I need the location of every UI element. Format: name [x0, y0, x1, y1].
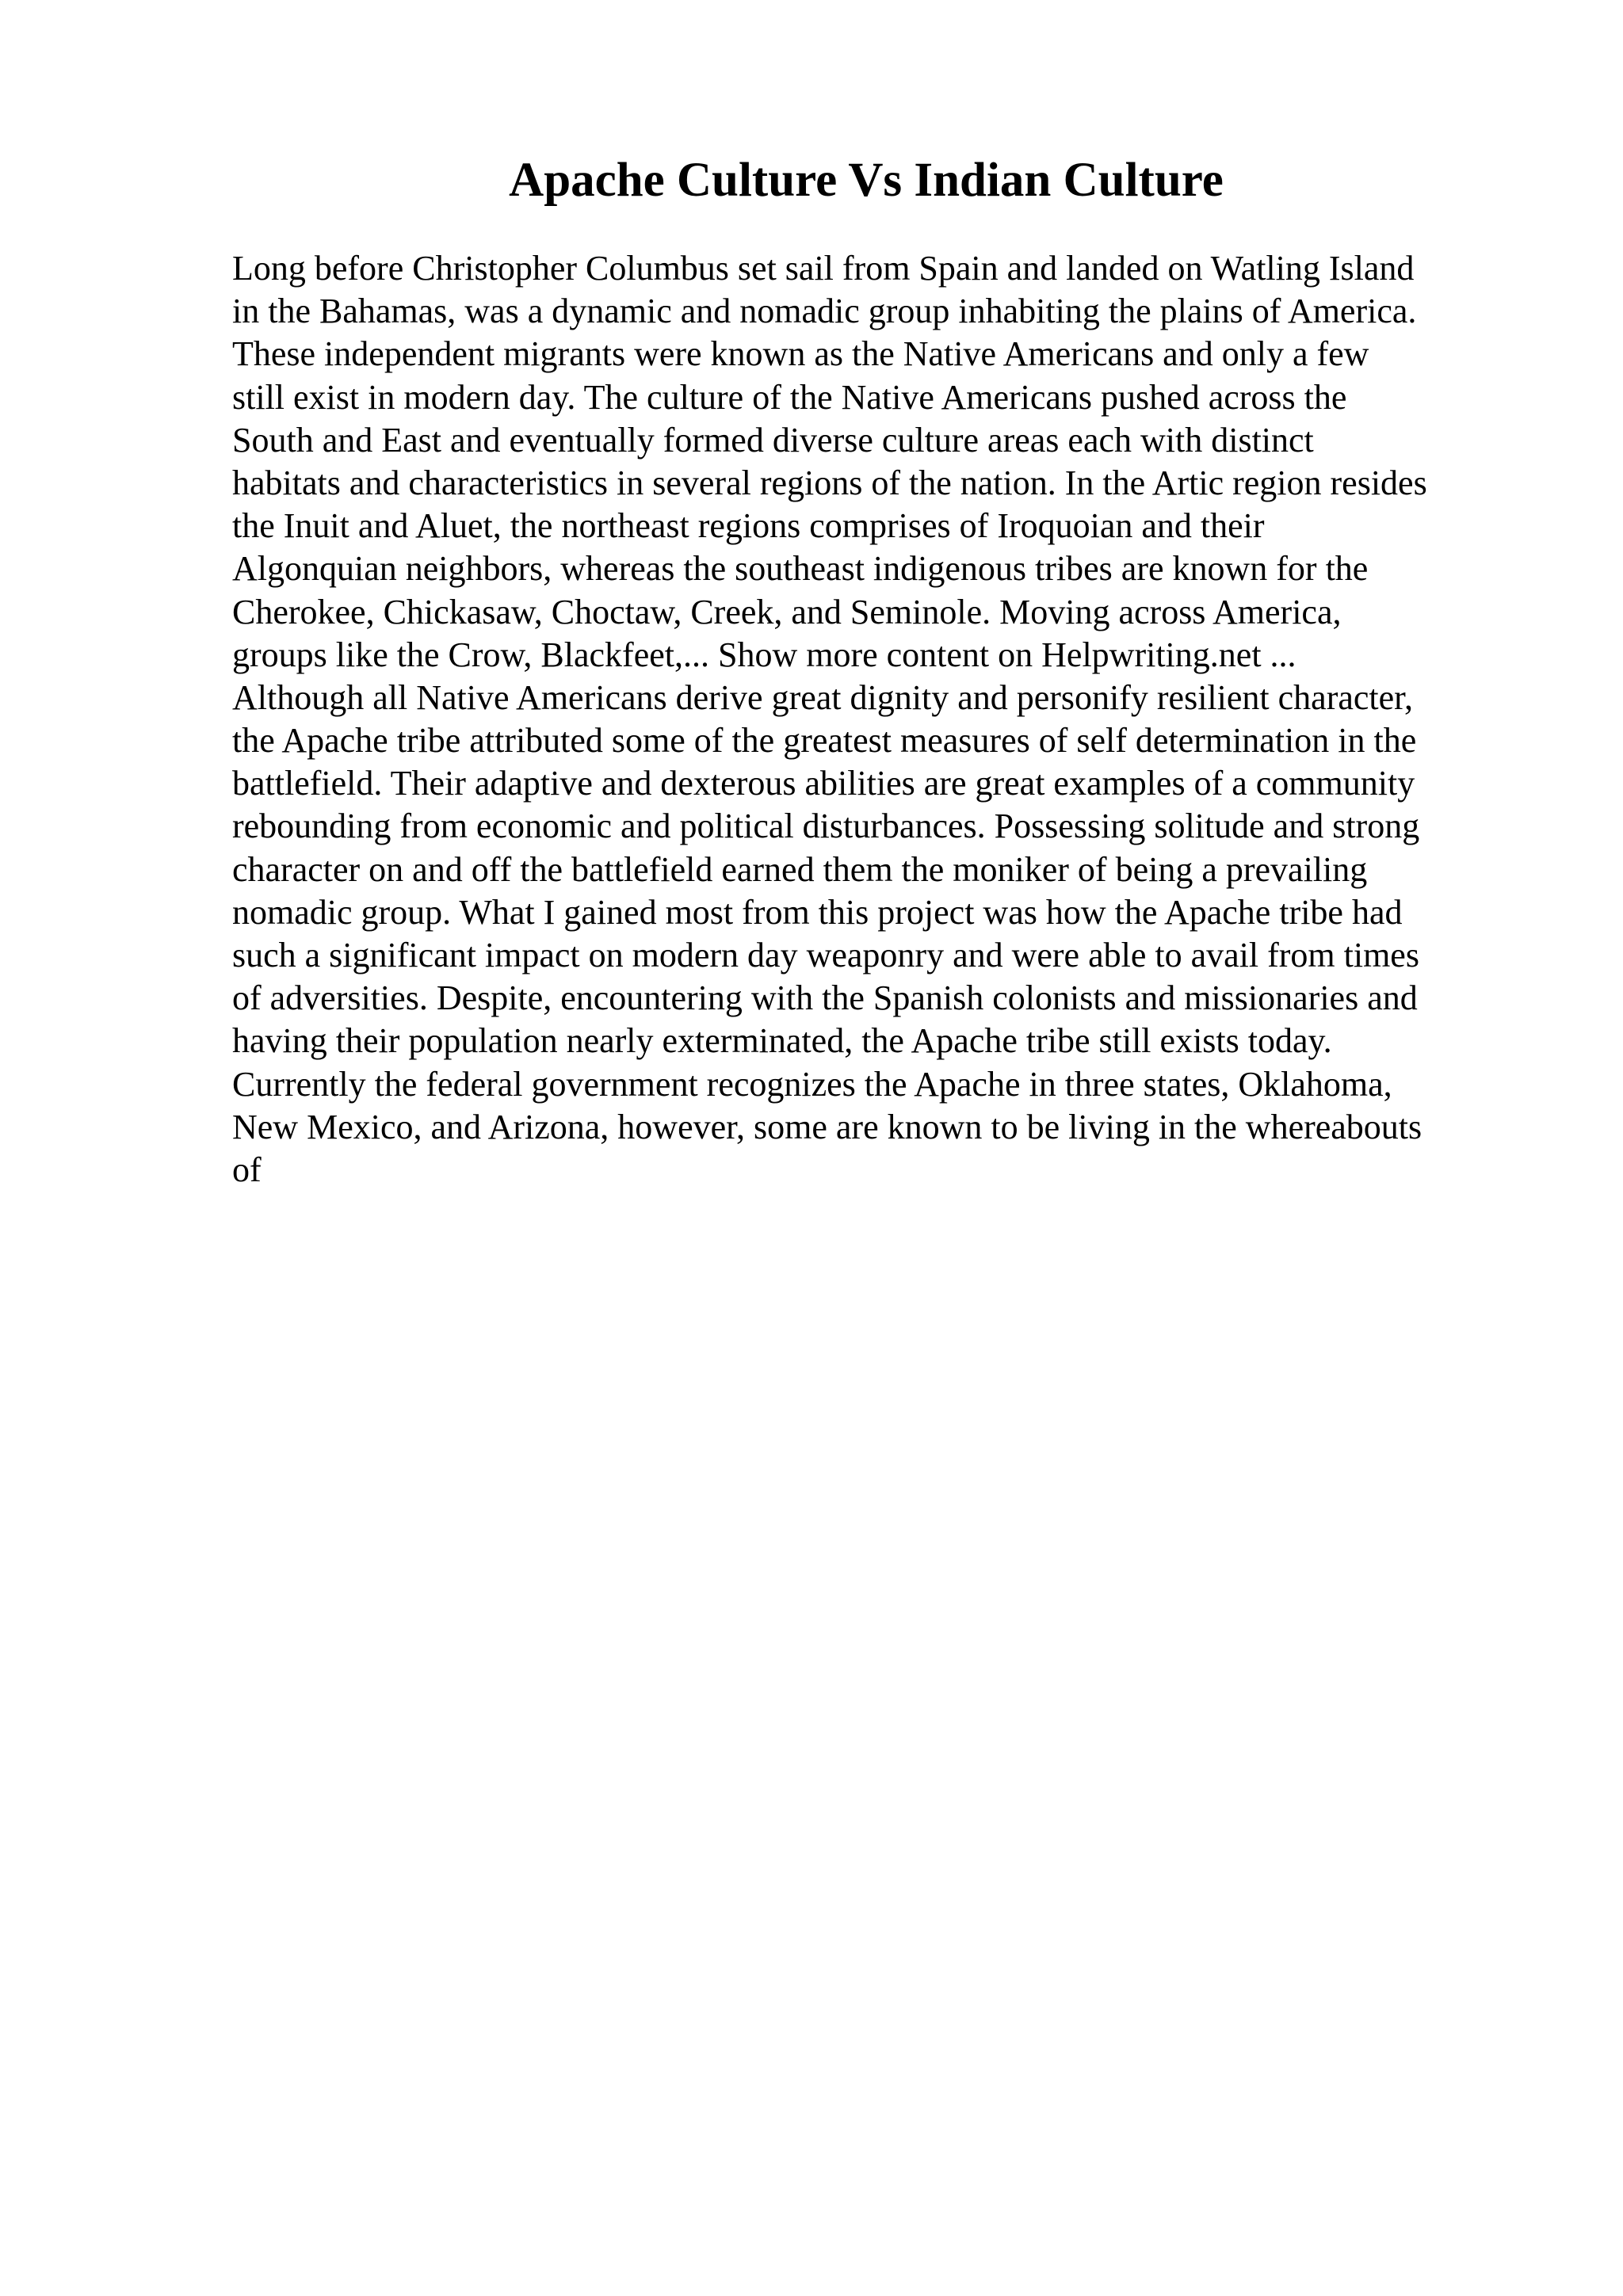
text-line: Although all Native Americans derive great dignity and personify resilient character,: [232, 677, 1414, 717]
text-line: such a significant impact on modern day weaponry and were able to avail from times: [232, 936, 1419, 974]
text-line: Long before Christopher Columbus set sail from Spain and landed on Watling Island: [232, 249, 1415, 288]
text-line: of adversities. Despite, encountering with the Spanish colonists and missionaries and: [232, 978, 1418, 1018]
body-paragraph: [232, 247, 1516, 1192]
text-line: Cherokee, Chickasaw, Choctaw, Creek, and Seminole. Moving across America,: [232, 592, 1342, 631]
text-line: habitats and characteristics in several regions of the nation. In the Artic region resides: [232, 463, 1427, 502]
text-line: rebounding from economic and political disturbances. Possessing solitude and strong: [232, 807, 1420, 846]
text-line: still exist in modern day. The culture of the Native Americans pushed across the: [232, 377, 1347, 417]
text-line: groups like the Crow, Blackfeet,... Show more content on Helpwriting.net ...: [232, 635, 1296, 674]
text-line: New Mexico, and Arizona, however, some are known to be living in the whereabouts: [232, 1107, 1423, 1146]
text-line: the Apache tribe attributed some of the greatest measures of self determination in the: [232, 721, 1417, 761]
text-line: South and East and eventually formed diverse culture areas each with distinct: [232, 420, 1314, 460]
text-line: the Inuit and Aluet, the northeast regions comprises of Iroquoian and their: [232, 506, 1265, 546]
text-line: battlefield. Their adaptive and dexterous abilities are great examples of a community: [232, 764, 1415, 803]
text-line: of: [232, 1150, 262, 1189]
text-line: nomadic group. What I gained most from this project was how the Apache tribe had: [232, 892, 1403, 932]
page-title: Apache Culture Vs Indian Culture: [509, 154, 1224, 207]
text-line: having their population nearly exterminated, the Apache tribe still exists today.: [232, 1021, 1332, 1061]
text-line: in the Bahamas, was a dynamic and nomadic group inhabiting the plains of America.: [232, 292, 1417, 331]
text-line: These independent migrants were known as the Native Americans and only a few: [232, 334, 1369, 374]
text-line: Currently the federal government recognizes the Apache in three states, Oklahoma,: [232, 1064, 1392, 1104]
text-line: character on and off the battlefield earned them the moniker of being a prevailing: [232, 849, 1368, 889]
text-line: Algonquian neighbors, whereas the southeast indigenous tribes are known for the: [232, 549, 1369, 589]
